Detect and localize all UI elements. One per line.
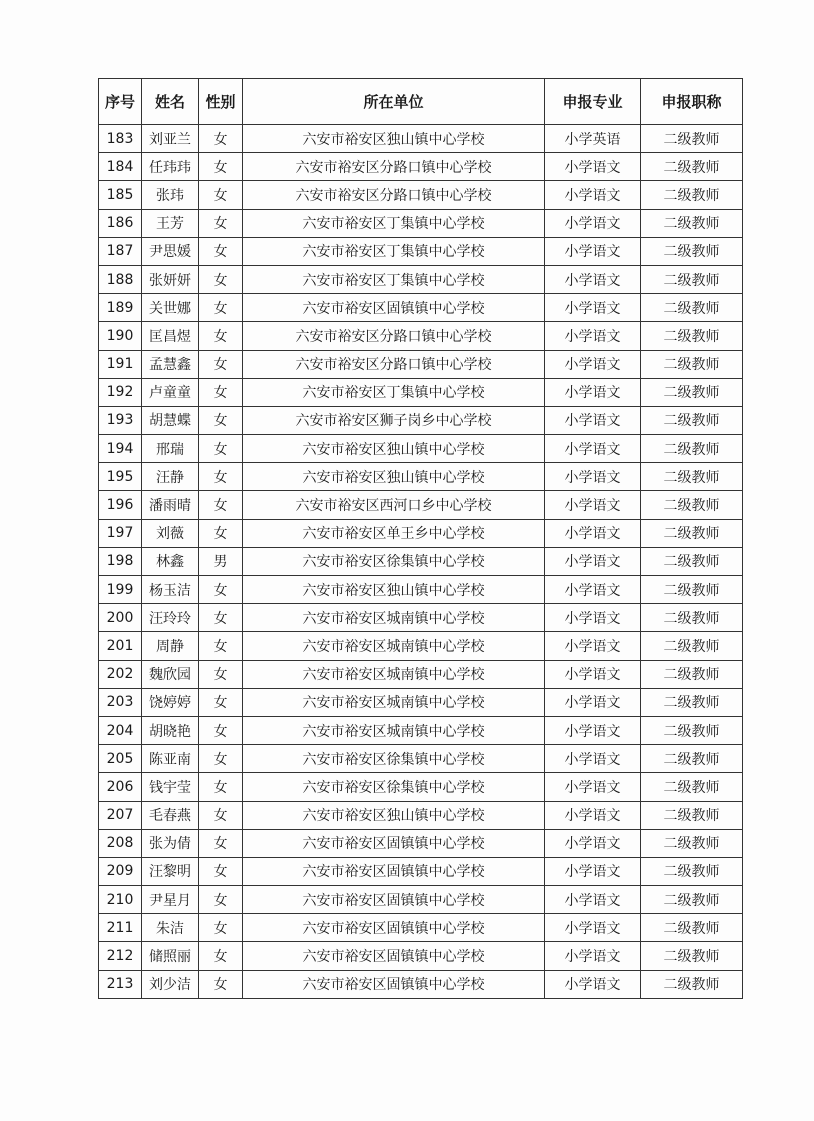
cell-title: 二级教师 [641, 914, 743, 942]
table-row [99, 688, 743, 716]
cell-name: 朱洁 [142, 914, 199, 942]
header-name: 姓名 [142, 79, 199, 125]
cell-title: 二级教师 [641, 660, 743, 688]
table-row [99, 435, 743, 463]
table-header-row [99, 79, 743, 125]
cell-unit: 六安市裕安区单王乡中心学校 [243, 519, 545, 547]
cell-title: 二级教师 [641, 857, 743, 885]
cell-name: 储照丽 [142, 942, 199, 970]
table-row [99, 265, 743, 293]
cell-no: 197 [99, 519, 142, 547]
cell-unit: 六安市裕安区分路口镇中心学校 [243, 322, 545, 350]
cell-name: 任玮玮 [142, 153, 199, 181]
cell-title: 二级教师 [641, 519, 743, 547]
cell-unit: 六安市裕安区分路口镇中心学校 [243, 181, 545, 209]
cell-no: 184 [99, 153, 142, 181]
cell-no: 191 [99, 350, 142, 378]
table-row [99, 519, 743, 547]
cell-sex: 女 [199, 322, 243, 350]
cell-major: 小学语文 [545, 773, 641, 801]
table-row [99, 209, 743, 237]
cell-major: 小学语文 [545, 209, 641, 237]
cell-major: 小学语文 [545, 519, 641, 547]
cell-title: 二级教师 [641, 125, 743, 153]
cell-sex: 女 [199, 857, 243, 885]
cell-unit: 六安市裕安区城南镇中心学校 [243, 632, 545, 660]
table-row [99, 604, 743, 632]
cell-sex: 女 [199, 406, 243, 434]
cell-title: 二级教师 [641, 801, 743, 829]
cell-title: 二级教师 [641, 237, 743, 265]
cell-sex: 女 [199, 435, 243, 463]
cell-no: 212 [99, 942, 142, 970]
cell-no: 189 [99, 294, 142, 322]
cell-unit: 六安市裕安区徐集镇中心学校 [243, 773, 545, 801]
cell-title: 二级教师 [641, 294, 743, 322]
cell-name: 关世娜 [142, 294, 199, 322]
table-row [99, 547, 743, 575]
cell-sex: 女 [199, 181, 243, 209]
cell-unit: 六安市裕安区城南镇中心学校 [243, 716, 545, 744]
cell-name: 尹思媛 [142, 237, 199, 265]
cell-unit: 六安市裕安区城南镇中心学校 [243, 660, 545, 688]
cell-no: 187 [99, 237, 142, 265]
cell-major: 小学英语 [545, 125, 641, 153]
cell-sex: 女 [199, 914, 243, 942]
cell-name: 周静 [142, 632, 199, 660]
cell-sex: 女 [199, 745, 243, 773]
table-row [99, 886, 743, 914]
cell-major: 小学语文 [545, 491, 641, 519]
cell-unit: 六安市裕安区丁集镇中心学校 [243, 209, 545, 237]
cell-sex: 女 [199, 970, 243, 998]
cell-unit: 六安市裕安区丁集镇中心学校 [243, 265, 545, 293]
cell-sex: 女 [199, 519, 243, 547]
table-row [99, 801, 743, 829]
cell-no: 204 [99, 716, 142, 744]
table-row [99, 350, 743, 378]
table-row [99, 829, 743, 857]
cell-title: 二级教师 [641, 350, 743, 378]
cell-name: 尹星月 [142, 886, 199, 914]
cell-name: 陈亚南 [142, 745, 199, 773]
cell-unit: 六安市裕安区固镇镇中心学校 [243, 857, 545, 885]
cell-no: 207 [99, 801, 142, 829]
table-row [99, 632, 743, 660]
table-row [99, 406, 743, 434]
cell-name: 匡昌煜 [142, 322, 199, 350]
table-row [99, 716, 743, 744]
cell-name: 王芳 [142, 209, 199, 237]
cell-no: 211 [99, 914, 142, 942]
cell-name: 钱宇莹 [142, 773, 199, 801]
cell-title: 二级教师 [641, 829, 743, 857]
cell-title: 二级教师 [641, 209, 743, 237]
cell-sex: 女 [199, 716, 243, 744]
cell-sex: 女 [199, 576, 243, 604]
cell-name: 魏欣园 [142, 660, 199, 688]
cell-sex: 女 [199, 153, 243, 181]
cell-major: 小学语文 [545, 632, 641, 660]
cell-title: 二级教师 [641, 463, 743, 491]
cell-title: 二级教师 [641, 491, 743, 519]
cell-major: 小学语文 [545, 406, 641, 434]
cell-name: 张玮 [142, 181, 199, 209]
table-row [99, 294, 743, 322]
cell-unit: 六安市裕安区城南镇中心学校 [243, 688, 545, 716]
cell-major: 小学语文 [545, 857, 641, 885]
table-row [99, 181, 743, 209]
cell-sex: 女 [199, 237, 243, 265]
cell-name: 孟慧鑫 [142, 350, 199, 378]
table-row [99, 660, 743, 688]
header-major: 申报专业 [545, 79, 641, 125]
table-row [99, 942, 743, 970]
cell-sex: 女 [199, 604, 243, 632]
table-row [99, 970, 743, 998]
table-body [99, 125, 743, 999]
cell-no: 205 [99, 745, 142, 773]
cell-unit: 六安市裕安区丁集镇中心学校 [243, 237, 545, 265]
cell-name: 潘雨晴 [142, 491, 199, 519]
cell-no: 190 [99, 322, 142, 350]
cell-major: 小学语文 [545, 153, 641, 181]
applicant-table [98, 78, 743, 999]
cell-unit: 六安市裕安区固镇镇中心学校 [243, 914, 545, 942]
cell-sex: 女 [199, 942, 243, 970]
table-row [99, 237, 743, 265]
cell-unit: 六安市裕安区丁集镇中心学校 [243, 378, 545, 406]
cell-name: 饶婷婷 [142, 688, 199, 716]
table-row [99, 463, 743, 491]
cell-unit: 六安市裕安区狮子岗乡中心学校 [243, 406, 545, 434]
cell-sex: 女 [199, 773, 243, 801]
cell-title: 二级教师 [641, 406, 743, 434]
cell-title: 二级教师 [641, 576, 743, 604]
cell-name: 汪玲玲 [142, 604, 199, 632]
cell-title: 二级教师 [641, 942, 743, 970]
cell-name: 林鑫 [142, 547, 199, 575]
cell-unit: 六安市裕安区独山镇中心学校 [243, 801, 545, 829]
cell-no: 195 [99, 463, 142, 491]
cell-major: 小学语文 [545, 463, 641, 491]
table-row [99, 914, 743, 942]
cell-unit: 六安市裕安区城南镇中心学校 [243, 604, 545, 632]
table-row [99, 491, 743, 519]
cell-no: 186 [99, 209, 142, 237]
table-row [99, 125, 743, 153]
cell-no: 206 [99, 773, 142, 801]
cell-name: 刘少洁 [142, 970, 199, 998]
cell-no: 202 [99, 660, 142, 688]
table-row [99, 576, 743, 604]
cell-title: 二级教师 [641, 632, 743, 660]
cell-no: 200 [99, 604, 142, 632]
cell-title: 二级教师 [641, 547, 743, 575]
cell-major: 小学语文 [545, 237, 641, 265]
cell-no: 203 [99, 688, 142, 716]
cell-sex: 女 [199, 350, 243, 378]
cell-unit: 六安市裕安区分路口镇中心学校 [243, 350, 545, 378]
cell-no: 199 [99, 576, 142, 604]
cell-major: 小学语文 [545, 688, 641, 716]
cell-title: 二级教师 [641, 604, 743, 632]
cell-name: 张为倩 [142, 829, 199, 857]
cell-title: 二级教师 [641, 153, 743, 181]
cell-title: 二级教师 [641, 970, 743, 998]
cell-major: 小学语文 [545, 350, 641, 378]
cell-unit: 六安市裕安区固镇镇中心学校 [243, 970, 545, 998]
cell-unit: 六安市裕安区分路口镇中心学校 [243, 153, 545, 181]
cell-no: 213 [99, 970, 142, 998]
cell-major: 小学语文 [545, 745, 641, 773]
cell-sex: 女 [199, 688, 243, 716]
cell-name: 毛春燕 [142, 801, 199, 829]
cell-major: 小学语文 [545, 886, 641, 914]
cell-unit: 六安市裕安区固镇镇中心学校 [243, 829, 545, 857]
cell-no: 188 [99, 265, 142, 293]
cell-title: 二级教师 [641, 773, 743, 801]
cell-no: 208 [99, 829, 142, 857]
cell-sex: 女 [199, 265, 243, 293]
table-row [99, 857, 743, 885]
cell-major: 小学语文 [545, 265, 641, 293]
cell-title: 二级教师 [641, 745, 743, 773]
cell-major: 小学语文 [545, 660, 641, 688]
cell-unit: 六安市裕安区独山镇中心学校 [243, 576, 545, 604]
cell-major: 小学语文 [545, 322, 641, 350]
cell-no: 198 [99, 547, 142, 575]
cell-name: 杨玉洁 [142, 576, 199, 604]
cell-major: 小学语文 [545, 547, 641, 575]
cell-no: 183 [99, 125, 142, 153]
cell-sex: 女 [199, 829, 243, 857]
header-unit: 所在单位 [243, 79, 545, 125]
cell-no: 210 [99, 886, 142, 914]
cell-sex: 女 [199, 378, 243, 406]
cell-sex: 女 [199, 801, 243, 829]
cell-title: 二级教师 [641, 716, 743, 744]
cell-unit: 六安市裕安区固镇镇中心学校 [243, 942, 545, 970]
cell-sex: 男 [199, 547, 243, 575]
cell-sex: 女 [199, 463, 243, 491]
header-sex: 性别 [199, 79, 243, 125]
cell-sex: 女 [199, 491, 243, 519]
cell-major: 小学语文 [545, 716, 641, 744]
cell-title: 二级教师 [641, 435, 743, 463]
cell-major: 小学语文 [545, 801, 641, 829]
cell-unit: 六安市裕安区独山镇中心学校 [243, 435, 545, 463]
cell-no: 193 [99, 406, 142, 434]
cell-no: 201 [99, 632, 142, 660]
table-row [99, 153, 743, 181]
table-row [99, 322, 743, 350]
cell-sex: 女 [199, 209, 243, 237]
cell-unit: 六安市裕安区徐集镇中心学校 [243, 547, 545, 575]
cell-unit: 六安市裕安区西河口乡中心学校 [243, 491, 545, 519]
cell-title: 二级教师 [641, 886, 743, 914]
cell-sex: 女 [199, 886, 243, 914]
cell-major: 小学语文 [545, 970, 641, 998]
cell-sex: 女 [199, 632, 243, 660]
cell-no: 209 [99, 857, 142, 885]
cell-sex: 女 [199, 660, 243, 688]
cell-title: 二级教师 [641, 181, 743, 209]
cell-major: 小学语文 [545, 294, 641, 322]
cell-title: 二级教师 [641, 265, 743, 293]
cell-major: 小学语文 [545, 914, 641, 942]
cell-major: 小学语文 [545, 829, 641, 857]
cell-no: 192 [99, 378, 142, 406]
header-no: 序号 [99, 79, 142, 125]
cell-no: 185 [99, 181, 142, 209]
cell-name: 胡慧蝶 [142, 406, 199, 434]
cell-sex: 女 [199, 125, 243, 153]
table-row [99, 745, 743, 773]
cell-title: 二级教师 [641, 378, 743, 406]
cell-unit: 六安市裕安区徐集镇中心学校 [243, 745, 545, 773]
cell-name: 汪黎明 [142, 857, 199, 885]
cell-title: 二级教师 [641, 322, 743, 350]
header-title: 申报职称 [641, 79, 743, 125]
cell-unit: 六安市裕安区固镇镇中心学校 [243, 294, 545, 322]
cell-major: 小学语文 [545, 942, 641, 970]
cell-sex: 女 [199, 294, 243, 322]
cell-no: 196 [99, 491, 142, 519]
cell-name: 卢童童 [142, 378, 199, 406]
cell-major: 小学语文 [545, 435, 641, 463]
cell-title: 二级教师 [641, 688, 743, 716]
cell-unit: 六安市裕安区独山镇中心学校 [243, 463, 545, 491]
cell-unit: 六安市裕安区独山镇中心学校 [243, 125, 545, 153]
table-row [99, 378, 743, 406]
table-row [99, 773, 743, 801]
cell-name: 刘亚兰 [142, 125, 199, 153]
cell-major: 小学语文 [545, 576, 641, 604]
cell-major: 小学语文 [545, 604, 641, 632]
cell-name: 汪静 [142, 463, 199, 491]
cell-name: 胡晓艳 [142, 716, 199, 744]
cell-major: 小学语文 [545, 378, 641, 406]
cell-no: 194 [99, 435, 142, 463]
cell-name: 刘薇 [142, 519, 199, 547]
cell-name: 邢瑞 [142, 435, 199, 463]
cell-name: 张妍妍 [142, 265, 199, 293]
cell-unit: 六安市裕安区固镇镇中心学校 [243, 886, 545, 914]
cell-major: 小学语文 [545, 181, 641, 209]
